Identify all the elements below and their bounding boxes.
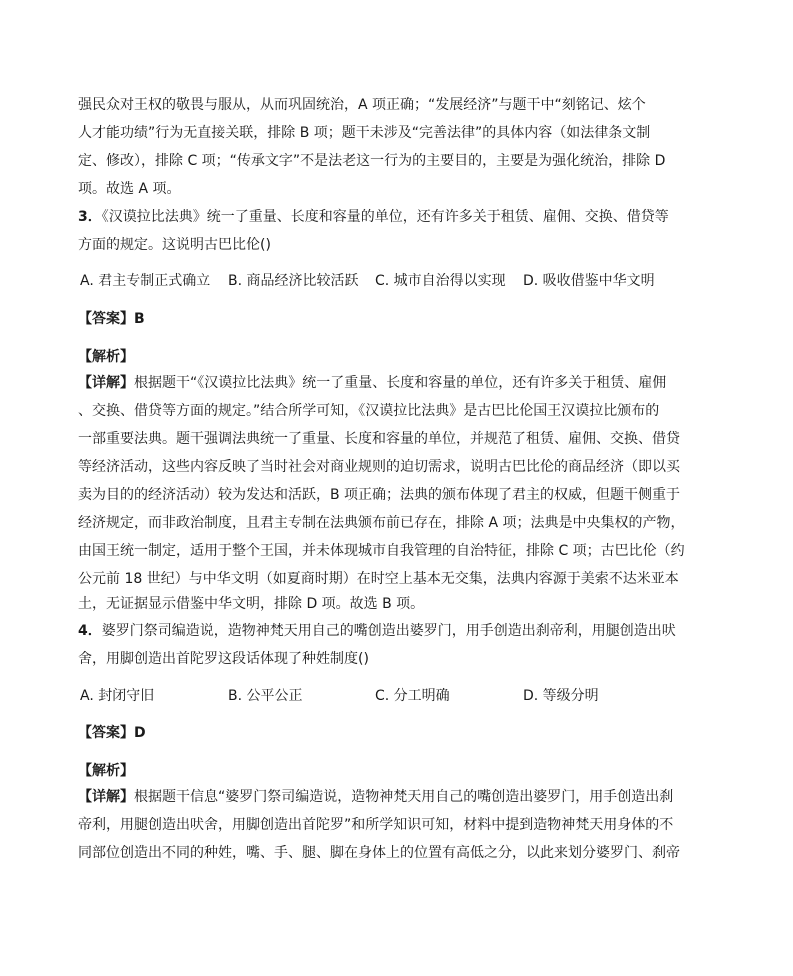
answer-line: 【答案】B [78, 311, 145, 327]
option-a: A. 君主专制正式确立 [80, 273, 211, 289]
analysis-label: 【解析】 [78, 763, 134, 779]
detail-line: 一部重要法典。题干强调法典统一了重量、长度和容量的单位，并规范了租赁、雇佣、交换、借贷 [78, 431, 680, 447]
detail-line: 【详解】根据题干“《汉谟拉比法典》统一了重量、长度和容量的单位，还有许多关于租赁、雇佣 [78, 375, 667, 391]
detail-line: 由国王统一制定，适用于整个王国，并未体现城市自我管理的自治特征，排除 C 项；古巴比伦（约 [78, 543, 685, 559]
detail-line: 帝利，用腿创造出吠舍，用脚创造出首陀罗”和所学知识可知，材料中提到造物神梵天用身体的不 [78, 817, 674, 833]
detail-line: 土，无证据显示借鉴中华文明，排除 D 项。故选 B 项。 [78, 596, 425, 612]
analysis-label: 【解析】 [78, 349, 134, 365]
question-number: 4． [78, 623, 102, 639]
option-a: A. 封闭守旧 [80, 688, 155, 704]
detail-line: 卖为目的的经济活动）较为发达和活跃，B 项正确；法典的颁布体现了君主的权威，但题干侧重于 [78, 487, 681, 503]
intro-line: 项。故选 A 项。 [78, 181, 181, 197]
detail-line: 、交换、借贷等方面的规定。”结合所学可知，《汉谟拉比法典》是古巴比伦国王汉谟拉比颁布的 [78, 403, 660, 419]
intro-line: 定、修改），排除 C 项；“传承文字”不是法老这一行为的主要目的，主要是为强化统治，排除 D [78, 153, 666, 169]
answer-value: B [134, 311, 145, 327]
question-3-stem-cont: 方面的规定。这说明古巴比伦() [78, 237, 271, 253]
option-d: D. 等级分明 [523, 688, 599, 704]
option-b: B. 公平公正 [228, 688, 303, 704]
question-4-stem: 4．婆罗门祭司编造说，造物神梵天用自己的嘴创造出婆罗门，用手创造出刹帝利，用腿创造出吠 [78, 623, 676, 639]
detail-line: 经济规定，而非政治制度，且君主专制在法典颁布前已存在，排除 A 项；法典是中央集权的产物， [78, 515, 685, 531]
option-b: B. 商品经济比较活跃 [228, 273, 359, 289]
detail-line: 公元前 18 世纪）与中华文明（如夏商时期）在时空上基本无交集，法典内容源于美索不达米亚本 [78, 571, 679, 587]
intro-line: 人才能功绩”行为无直接关联，排除 B 项；题干未涉及“完善法律”的具体内容（如法律条文制 [78, 125, 651, 141]
option-d: D. 吸收借鉴中华文明 [523, 273, 655, 289]
answer-line: 【答案】D [78, 725, 146, 741]
question-4-stem-cont: 舍，用脚创造出首陀罗这段话体现了种姓制度() [78, 651, 369, 667]
option-c: C. 分工明确 [375, 688, 450, 704]
option-c: C. 城市自治得以实现 [375, 273, 506, 289]
question-3-stem: 3．《汉谟拉比法典》统一了重量、长度和容量的单位，还有许多关于租赁、雇佣、交换、借贷等 [78, 209, 669, 225]
answer-value: D [134, 725, 146, 741]
detail-line: 等经济活动，这些内容反映了当时社会对商业规则的迫切需求，说明古巴比伦的商品经济（即以买 [78, 459, 680, 475]
detail-line: 【详解】根据题干信息“婆罗门祭司编造说，造物神梵天用自己的嘴创造出婆罗门，用手创造出刹 [78, 789, 674, 805]
question-number: 3． [78, 209, 102, 225]
detail-line: 同部位创造出不同的种姓，嘴、手、腿、脚在身体上的位置有高低之分，以此来划分婆罗门、刹帝 [78, 845, 680, 861]
intro-line: 强民众对王权的敬畏与服从，从而巩固统治，A 项正确；“发展经济”与题干中“刻铭记、炫个 [78, 97, 646, 113]
